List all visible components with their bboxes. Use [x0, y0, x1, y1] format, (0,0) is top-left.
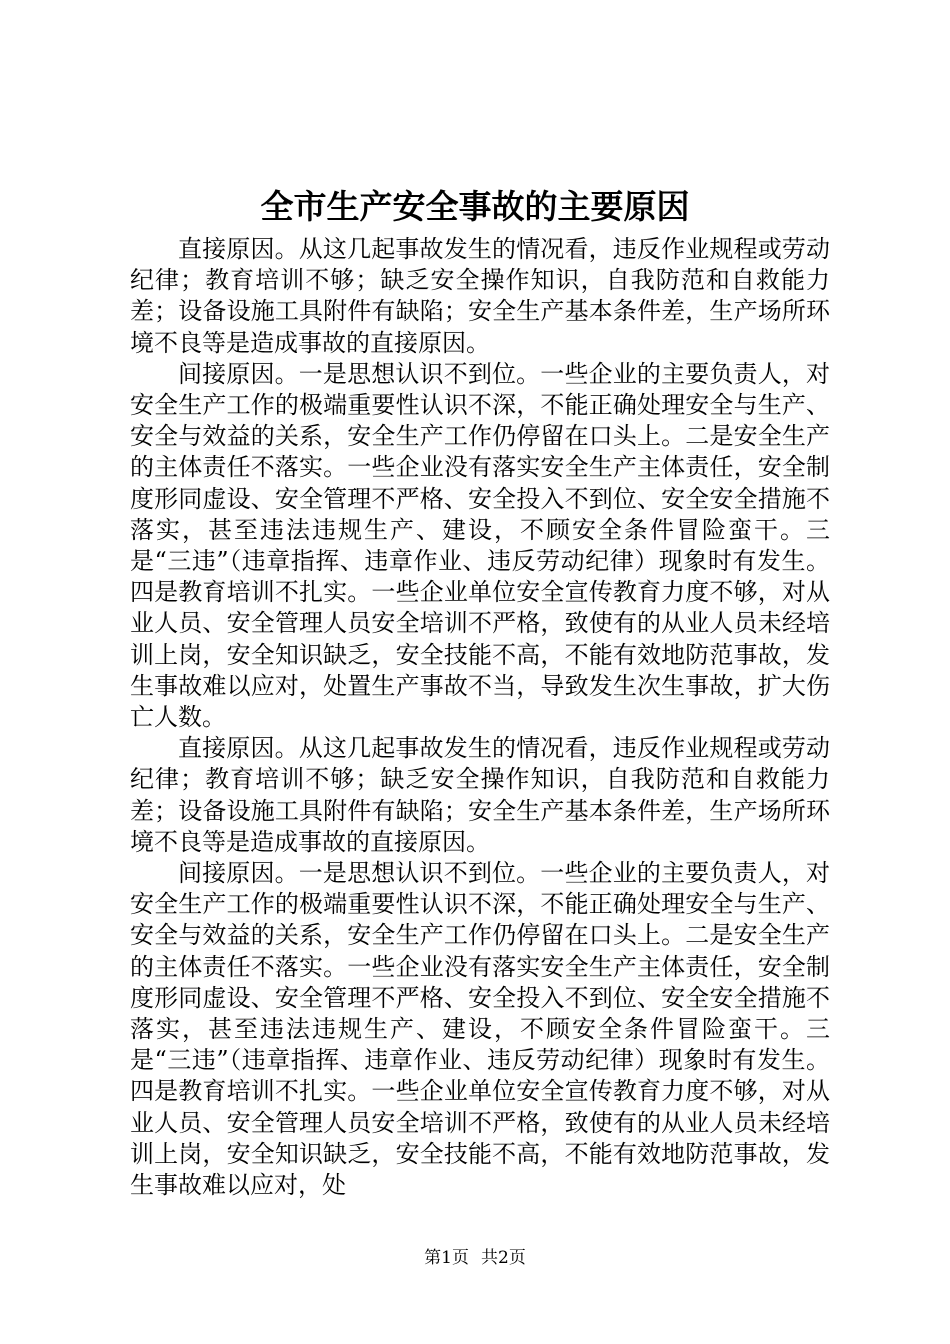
paragraph-indirect-cause-repeat: 间接原因。一是思想认识不到位。一些企业的主要负责人，对安全生产工作的极端重要性认识不深，不能正确处理安全与生产、安全与效益的关系，安全生产工作仍停留在口头上。二是安全生产的主体责任不落实。一些企业没有落实安全生产主体责任，安全制度形同虚设、安全管理不严格、安全投入不到位、安全安全措施不落实，甚至违法违规生产、建设，不顾安全条件冒险蛮干。三是“三违”（违章指挥、违章作业、违反劳动纪律）现象时有发生。四是教育培训不扎实。一些企业单位安全宣传教育力度不够，对从业人员、安全管理人员安全培训不严格，致使有的从业人员未经培训上岗，安全知识缺乏，安全技能不高，不能有效地防范事故，发生事故难以应对，处 [130, 859, 830, 1200]
document-body [130, 234, 830, 1201]
paragraph-indirect-cause: 间接原因。一是思想认识不到位。一些企业的主要负责人，对安全生产工作的极端重要性认识不深，不能正确处理安全与生产、安全与效益的关系，安全生产工作仍停留在口头上。二是安全生产的主体责任不落实。一些企业没有落实安全生产主体责任，安全制度形同虚设、安全管理不严格、安全投入不到位、安全安全措施不落实，甚至违法违规生产、建设，不顾安全条件冒险蛮干。三是“三违”（违章指挥、违章作业、违反劳动纪律）现象时有发生。四是教育培训不扎实。一些企业单位安全宣传教育力度不够，对从业人员、安全管理人员安全培训不严格，致使有的从业人员未经培训上岗，安全知识缺乏，安全技能不高，不能有效地防范事故，发生事故难以应对，处置生产事故不当，导致发生次生事故，扩大伤亡人数。 [130, 359, 830, 732]
page-number: 第1页 [424, 1248, 469, 1268]
document-title: 全市生产安全事故的主要原因 [260, 187, 690, 226]
paragraph-direct-cause: 直接原因。从这几起事故发生的情况看，违反作业规程或劳动纪律；教育培训不够；缺乏安全操作知识，自我防范和自救能力差；设备设施工具附件有缺陷；安全生产基本条件差，生产场所环境不良等是造成事故的直接原因。 [130, 235, 830, 357]
page-footer [0, 1247, 950, 1269]
paragraph-direct-cause-repeat: 直接原因。从这几起事故发生的情况看，违反作业规程或劳动纪律；教育培训不够；缺乏安全操作知识，自我防范和自救能力差；设备设施工具附件有缺陷；安全生产基本条件差，生产场所环境不良等是造成事故的直接原因。 [130, 734, 830, 856]
page-total: 共2页 [481, 1248, 526, 1268]
